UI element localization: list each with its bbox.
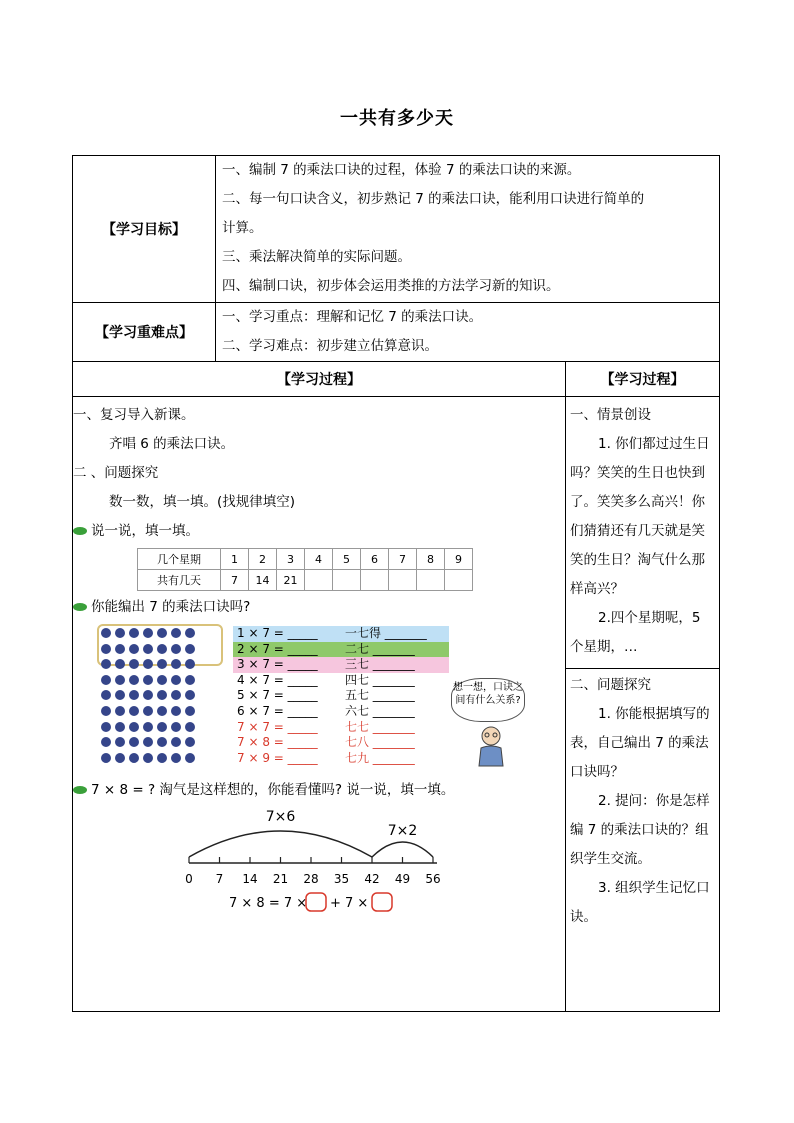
weeks-days-table xyxy=(137,548,473,591)
grandpa-figure-icon xyxy=(473,724,509,768)
week-cell: 2 xyxy=(249,549,277,570)
dot xyxy=(129,722,139,732)
day-cell[interactable] xyxy=(361,570,389,591)
multiplication-rhyme[interactable]: 二七 _______ xyxy=(344,641,415,656)
step-2: 二 、问题探究 xyxy=(73,465,159,481)
process-right xyxy=(566,397,720,1012)
tick-label: 0 xyxy=(185,872,193,886)
multiplication-rhyme[interactable]: 四七 _______ xyxy=(344,672,415,687)
objective-2: 二、每一句口诀含义，初步熟记 7 的乘法口诀，能利用口诀进行简单的 xyxy=(222,191,645,207)
right-section-1: 一、情景创设 xyxy=(570,407,651,423)
dot xyxy=(185,737,195,747)
week-cell: 1 xyxy=(221,549,249,570)
page-title: 一共有多少天 xyxy=(340,108,454,129)
dot xyxy=(171,737,181,747)
multiplication-list xyxy=(233,626,449,766)
right-para-2: 2.四个星期呢，5 个星期，… xyxy=(570,610,701,655)
tick-label: 14 xyxy=(242,872,258,886)
can-make-text: 你能编出 7 的乘法口诀吗? xyxy=(91,599,251,615)
multiplication-row xyxy=(233,751,449,767)
tick-label: 56 xyxy=(425,872,441,886)
weeks-label: 几个星期 xyxy=(138,549,221,570)
dot-row xyxy=(101,644,195,660)
dot xyxy=(143,706,153,716)
dot xyxy=(115,628,125,638)
week-cell: 4 xyxy=(305,549,333,570)
multiplication-expr[interactable]: 7 × 8 = _____ xyxy=(237,735,318,750)
question-text: 7 × 8 = ? 淘气是这样想的，你能看懂吗? 说一说，填一填。 xyxy=(91,782,455,798)
dot xyxy=(129,675,139,685)
dot xyxy=(171,706,181,716)
dot xyxy=(185,753,195,763)
dot xyxy=(129,644,139,654)
dot xyxy=(157,690,167,700)
day-cell[interactable] xyxy=(389,570,417,591)
multiplication-expr[interactable]: 4 × 7 = _____ xyxy=(237,672,318,687)
answer-box-2 xyxy=(372,893,392,911)
dot xyxy=(115,659,125,669)
dot xyxy=(185,722,195,732)
arc-label-7x2: 7×2 xyxy=(387,823,418,839)
dot xyxy=(143,737,153,747)
dot xyxy=(101,675,111,685)
question-title xyxy=(73,776,565,805)
week-cell: 5 xyxy=(333,549,361,570)
dot xyxy=(157,753,167,763)
day-cell[interactable] xyxy=(333,570,361,591)
dot xyxy=(101,644,111,654)
arc-label-7x6: 7×6 xyxy=(265,809,296,825)
multiplication-row xyxy=(233,642,449,658)
objective-2-cont: 计算。 xyxy=(222,220,263,236)
objectives-label: 【学习目标】 xyxy=(73,156,216,303)
multiplication-rhyme[interactable]: 六七 _______ xyxy=(344,703,415,718)
dot xyxy=(171,659,181,669)
dot xyxy=(143,644,153,654)
tick-label: 21 xyxy=(272,872,289,886)
arc-7x2 xyxy=(372,842,433,857)
dot xyxy=(185,659,195,669)
dot xyxy=(171,644,181,654)
dot-row xyxy=(101,706,195,722)
tick-label: 35 xyxy=(333,872,350,886)
equation-part-2: + 7 × xyxy=(330,896,369,911)
day-cell: 7 xyxy=(221,570,249,591)
dot-row xyxy=(101,628,195,644)
dot xyxy=(101,722,111,732)
multiplication-rhyme[interactable]: 七九 _______ xyxy=(344,750,415,765)
day-cell: 14 xyxy=(249,570,277,591)
process-header-right: 【学习过程】 xyxy=(566,362,720,397)
tick-label: 7 xyxy=(215,872,224,886)
objective-1: 一、编制 7 的乘法口诀的过程，体验 7 的乘法口诀的来源。 xyxy=(222,162,581,178)
arc-7x6 xyxy=(189,831,372,857)
multiplication-expr[interactable]: 7 × 7 = _____ xyxy=(237,719,318,734)
multiplication-expr[interactable]: 1 × 7 = _____ xyxy=(237,626,318,640)
dot xyxy=(129,690,139,700)
process-header-left: 【学习过程】 xyxy=(73,362,566,397)
thought-bubble: 想一想，口诀之间有什么关系? xyxy=(451,678,525,722)
equation-part-1: 7 × 8 = 7 × xyxy=(229,896,308,911)
week-cell: 3 xyxy=(277,549,305,570)
dot-row xyxy=(101,659,195,675)
multiplication-rhyme[interactable]: 五七 _______ xyxy=(344,688,415,703)
dot xyxy=(143,628,153,638)
number-line-area xyxy=(73,805,565,955)
dot xyxy=(115,675,125,685)
multiplication-expr[interactable]: 6 × 7 = _____ xyxy=(237,703,318,718)
dot xyxy=(157,644,167,654)
dot xyxy=(171,690,181,700)
multiplication-expr[interactable]: 7 × 9 = _____ xyxy=(237,750,318,765)
dot xyxy=(171,675,181,685)
dot xyxy=(157,722,167,732)
dot xyxy=(143,675,153,685)
dot xyxy=(185,706,195,716)
day-cell[interactable] xyxy=(305,570,333,591)
right-para-5: 3. 组织学生记忆口诀。 xyxy=(570,880,710,925)
right-section-2: 二、问题探究 xyxy=(570,677,651,693)
dot-row xyxy=(101,753,195,769)
dot xyxy=(157,628,167,638)
dot xyxy=(143,659,153,669)
day-cell: 21 xyxy=(277,570,305,591)
tick-label: 49 xyxy=(394,872,411,886)
dot xyxy=(101,753,111,763)
step-1: 一、复习导入新课。 xyxy=(73,407,195,423)
multiplication-row xyxy=(233,657,449,673)
objective-4: 四、编制口诀，初步体会运用类推的方法学习新的知识。 xyxy=(222,278,560,294)
dot-row xyxy=(101,737,195,753)
key-point-1: 一、学习重点：理解和记忆 7 的乘法口诀。 xyxy=(222,309,483,325)
week-cell: 9 xyxy=(445,549,473,570)
dot xyxy=(143,753,153,763)
key-points-content xyxy=(216,303,720,362)
objective-3: 三、乘法解决简单的实际问题。 xyxy=(222,249,411,265)
multiplication-row xyxy=(233,626,449,642)
dot xyxy=(129,737,139,747)
dot xyxy=(129,753,139,763)
dot xyxy=(115,722,125,732)
multiplication-rhyme[interactable]: 三七 _______ xyxy=(344,657,415,672)
green-bullet-icon xyxy=(73,603,87,611)
multiplication-row xyxy=(233,720,449,736)
dot xyxy=(185,628,195,638)
multiplication-rhyme[interactable]: 七七 _______ xyxy=(344,719,415,734)
week-cell: 7 xyxy=(389,549,417,570)
multiplication-row xyxy=(233,704,449,720)
dot xyxy=(115,753,125,763)
days-label: 共有几天 xyxy=(138,570,221,591)
say-fill-text: 说一说，填一填。 xyxy=(91,523,199,539)
multiplication-row xyxy=(233,688,449,704)
dot-grid xyxy=(101,628,195,768)
dot xyxy=(129,659,139,669)
green-bullet-icon xyxy=(73,527,87,535)
multiplication-rhyme[interactable]: 一七得 _______ xyxy=(344,626,427,640)
tick-label: 42 xyxy=(364,872,380,886)
dot xyxy=(101,628,111,638)
dot xyxy=(101,690,111,700)
multiplication-expr[interactable]: 5 × 7 = _____ xyxy=(237,688,318,703)
dot xyxy=(185,675,195,685)
day-cell[interactable] xyxy=(417,570,445,591)
dot xyxy=(171,753,181,763)
dot xyxy=(185,690,195,700)
step-2-detail: 数一数，填一填。(找规律填空) xyxy=(109,494,296,510)
multiplication-row xyxy=(233,735,449,751)
multiplication-expr[interactable]: 3 × 7 = _____ xyxy=(237,657,318,672)
answer-box-1 xyxy=(306,893,326,911)
dot xyxy=(115,690,125,700)
dot-row xyxy=(101,690,195,706)
dot xyxy=(129,628,139,638)
tick-label: 28 xyxy=(303,872,319,886)
multiplication-rhyme[interactable]: 七八 _______ xyxy=(344,735,415,750)
key-point-2: 二、学习难点：初步建立估算意识。 xyxy=(222,338,438,354)
say-fill-title xyxy=(73,517,565,546)
right-para-1: 1. 你们都过过生日吗？笑笑的生日也快到了。笑笑多么高兴！你们猜猜还有几天就是笑笑的生日？淘气什么那样高兴？ xyxy=(570,436,710,597)
dot xyxy=(115,644,125,654)
dot xyxy=(101,659,111,669)
dot xyxy=(157,737,167,747)
dot xyxy=(143,722,153,732)
multiplication-expr[interactable]: 2 × 7 = _____ xyxy=(237,641,318,656)
dot xyxy=(115,737,125,747)
dot xyxy=(129,706,139,716)
day-cell[interactable] xyxy=(445,570,473,591)
dot xyxy=(171,628,181,638)
dot xyxy=(185,644,195,654)
week-cell: 8 xyxy=(417,549,445,570)
right-para-4: 2. 提问：你是怎样编 7 的乘法口诀的？组织学生交流。 xyxy=(570,793,710,867)
right-para-3: 1. 你能根据填写的表，自己编出 7 的乘法口诀吗？ xyxy=(570,706,710,780)
dot xyxy=(143,690,153,700)
number-line xyxy=(73,805,543,945)
can-make-title xyxy=(73,593,565,622)
dots-area xyxy=(73,624,565,772)
step-1-detail: 齐唱 6 的乘法口诀。 xyxy=(109,436,235,452)
dot xyxy=(101,706,111,716)
key-points-label: 【学习重难点】 xyxy=(73,303,216,362)
dot xyxy=(171,722,181,732)
dot-row xyxy=(101,675,195,691)
dot xyxy=(101,737,111,747)
dot xyxy=(157,706,167,716)
dot xyxy=(157,675,167,685)
objectives-content xyxy=(216,156,720,303)
week-cell: 6 xyxy=(361,549,389,570)
dot xyxy=(115,706,125,716)
dot xyxy=(157,659,167,669)
dot-row xyxy=(101,722,195,738)
multiplication-row xyxy=(233,673,449,689)
process-left xyxy=(73,397,566,1012)
green-bullet-icon xyxy=(73,786,87,794)
lesson-table xyxy=(72,155,720,1012)
